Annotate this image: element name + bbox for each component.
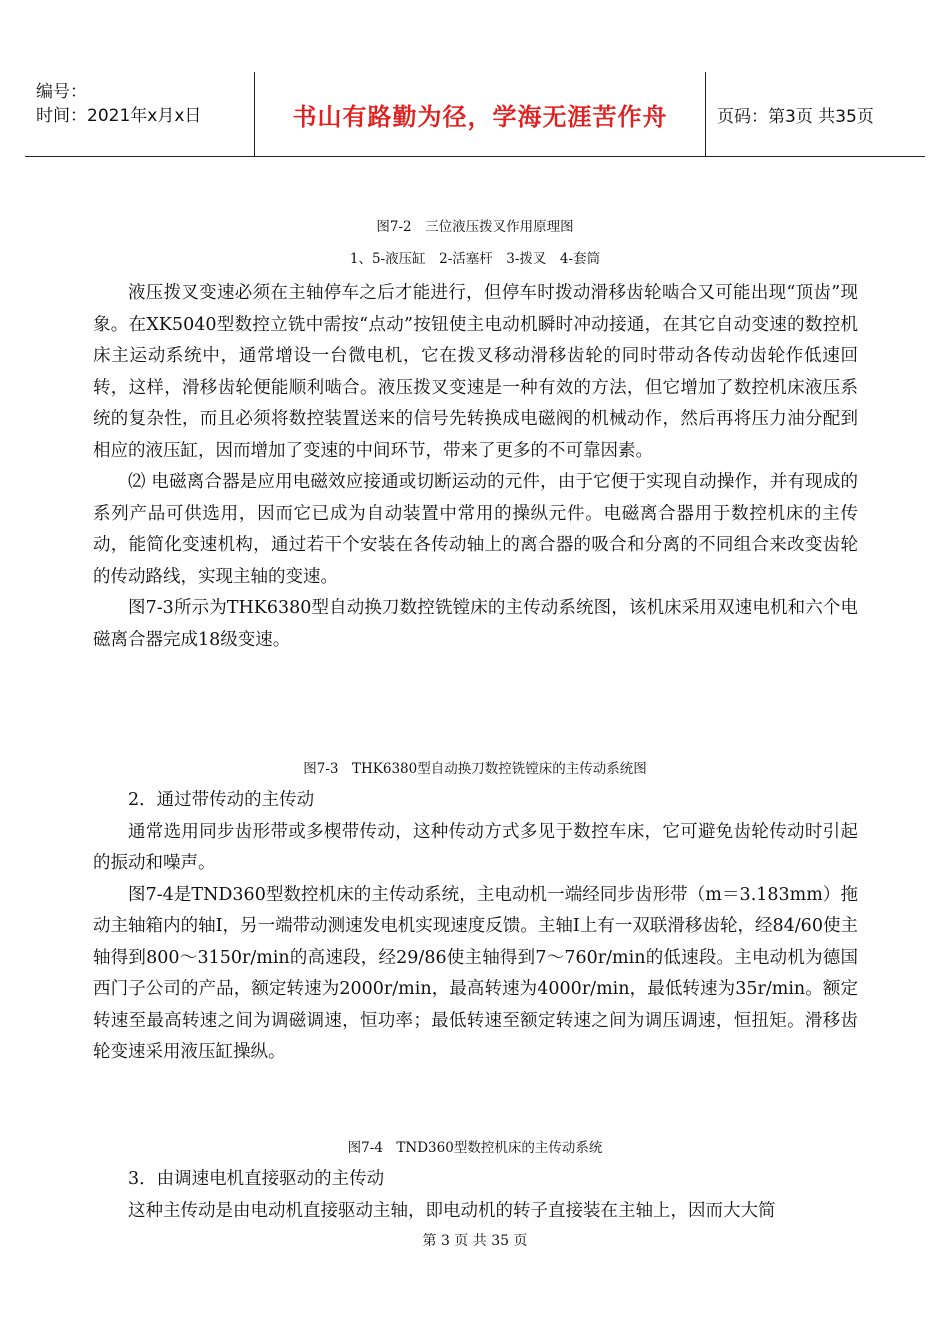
section-heading: 2．通过带传动的主传动 xyxy=(128,790,315,810)
section-1-text xyxy=(93,278,858,656)
paragraph: 这种主传动是由电动机直接驱动主轴，即电动机的转子直接装在主轴上，因而大大简 xyxy=(128,1200,776,1221)
figure-7-2-caption: 图7-2 三位液压拨叉作用原理图 xyxy=(376,219,574,235)
paragraph: 液压拨叉变速必须在主轴停车之后才能进行，但停车时拨动滑移齿轮啮合又可能出现“顶齿”现象。在XK5040型数控立铣中需按“点动”按钮使主电动机瞬时冲动接通，在其它自动变速的数控机床主运动系统中，通常增设一台微电机，它在拨叉移动滑移齿轮的同时带动各传动齿轮作低速回转，这样，滑移齿轮便能顺利啮合。液压拨叉变速是一种有效的方法，但它增加了数控机床液压系统的复杂性，而且必须将数控装置送来的信号先转换成电磁阀的机械动作，然后再将压力油分配到相应的液压缸，因而增加了变速的中间环节，带来了更多的不可靠因素。 xyxy=(93,283,858,461)
section-heading: 3．由调速电机直接驱动的主传动 xyxy=(128,1169,385,1189)
figure-7-3-caption: 图7-3 THK6380型自动换刀数控铣镗床的主传动系统图 xyxy=(303,761,647,777)
section-2-text xyxy=(93,785,858,1069)
page-footer: 第 3 页 共 35 页 xyxy=(422,1233,528,1249)
figure-7-2-legend: 1、5-液压缸 2-活塞杆 3-拨叉 4-套筒 xyxy=(349,251,601,267)
figure-7-4-caption: 图7-4 TND360型数控机床的主传动系统 xyxy=(347,1140,603,1156)
header-motto: 书山有路勤为径，学海无涯苦作舟 xyxy=(254,72,706,156)
header-page-info: 页码：第3页 共35页 xyxy=(717,106,874,127)
page-header xyxy=(25,72,925,157)
number-label: 编号： xyxy=(36,82,87,102)
paragraph: 通常选用同步齿形带或多楔带传动，这种传动方式多见于数控车床，它可避免齿轮传动时引起的振动和噪声。 xyxy=(93,821,858,873)
time-label: 时间：2021年x月x日 xyxy=(36,106,202,126)
section-3-text xyxy=(93,1164,858,1227)
paragraph: 图7-4是TND360型数控机床的主传动系统，主电动机一端经同步齿形带（m＝3.183mm）拖动主轴箱内的轴Ⅰ，另一端带动测速发电机实现速度反馈。主轴Ⅰ上有一双联滑移齿轮，经84/60使主轴得到800～3150r/min的高速段，经29/86使主轴得到7～760r/min的低速段。主电动机为德国西门子公司的产品，额定转速为2000r/min，最高转速为4000r/min，最低转速为35r/min。额定转速至最高转速之间为调磁调速，恒功率；最低转速至额定转速之间为调压调速，恒扭矩。滑移齿轮变速采用液压缸操纵。 xyxy=(93,884,858,1062)
header-meta xyxy=(25,72,253,156)
paragraph: 图7-3所示为THK6380型自动换刀数控铣镗床的主传动系统图，该机床采用双速电机和六个电磁离合器完成18级变速。 xyxy=(93,598,858,650)
paragraph: ⑵ 电磁离合器是应用电磁效应接通或切断运动的元件，由于它便于实现自动操作，并有现成的系列产品可供选用，因而它已成为自动装置中常用的操纵元件。电磁离合器用于数控机床的主传动，能简化变速机构，通过若干个安装在各传动轴上的离合器的吸合和分离的不同组合来改变齿轮的传动路线，实现主轴的变速。 xyxy=(93,472,858,587)
